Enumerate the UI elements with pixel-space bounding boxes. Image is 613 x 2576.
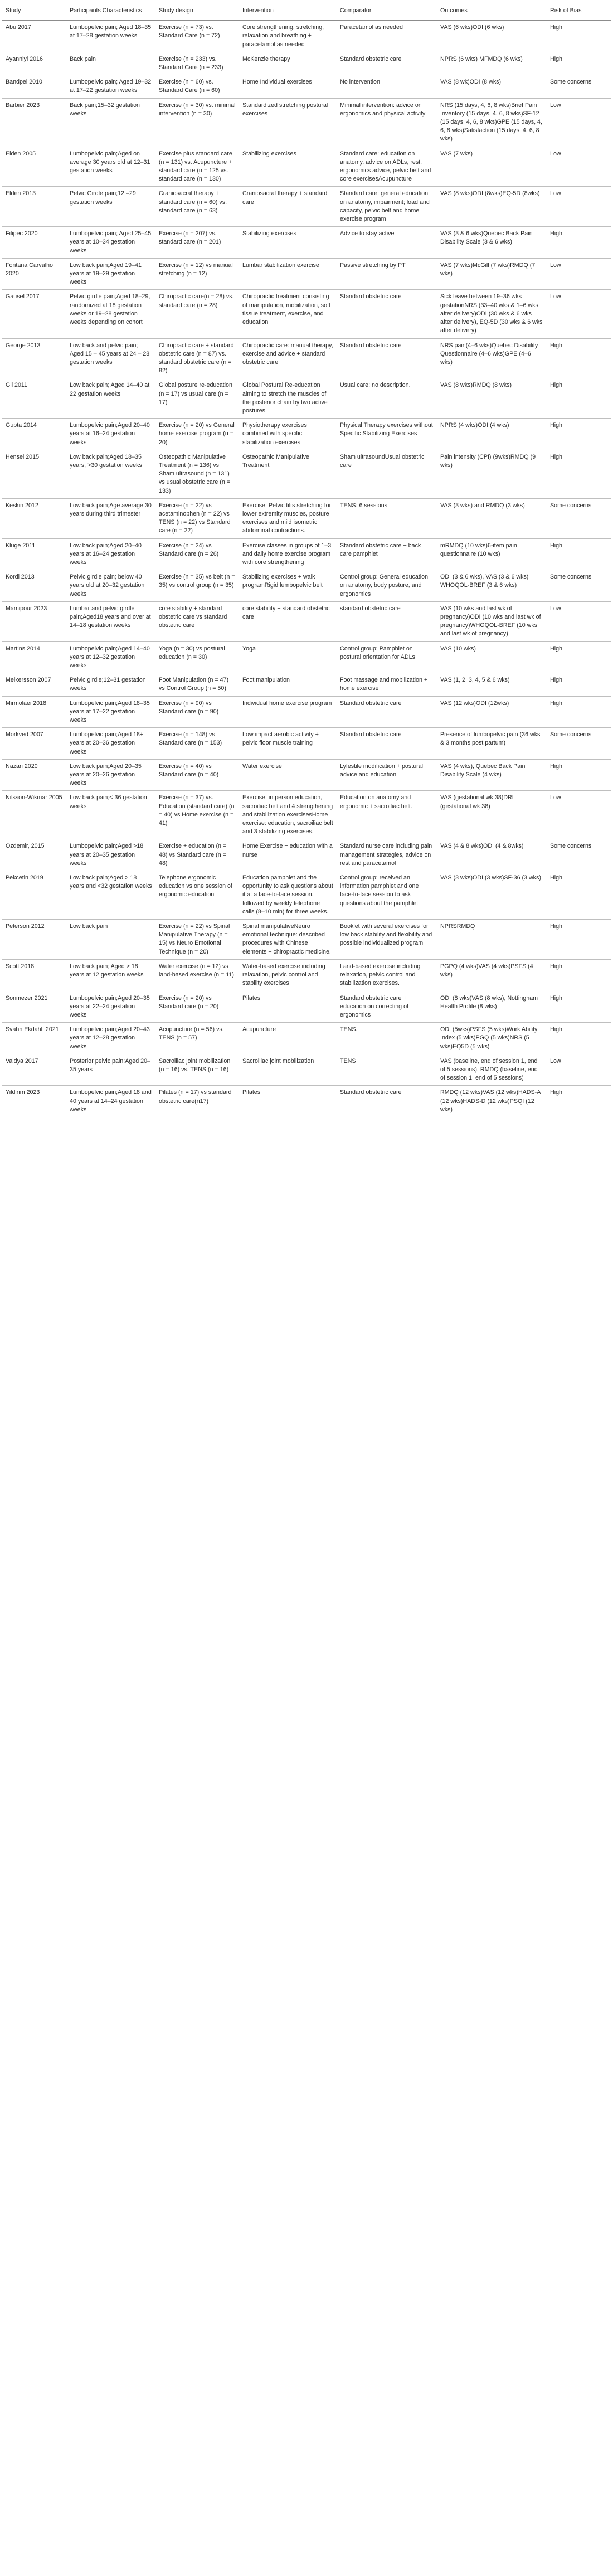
cell-study: Melkersson 2007	[2, 673, 66, 696]
cell-study-design: Foot Manipulation (n = 47) vs Control Group (n = 50)	[155, 673, 239, 696]
table-row	[2, 641, 611, 673]
cell-outcomes: VAS (3 wks) and RMDQ (3 wks)	[437, 498, 547, 538]
header-risk-of-bias: Risk of Bias	[547, 2, 611, 21]
cell-intervention: Water exercise	[239, 759, 337, 791]
cell-outcomes: NPRS (4 wks)ODI (4 wks)	[437, 419, 547, 450]
cell-intervention: Pilates	[239, 1086, 337, 1117]
cell-intervention: Exercise classes in groups of 1–3 and daily home exercise program with core strengthening	[239, 538, 337, 570]
cell-study: Morkved 2007	[2, 728, 66, 760]
cell-risk-of-bias: High	[547, 227, 611, 259]
cell-study-design: Exercise (n = 24) vs Standard care (n = 26)	[155, 538, 239, 570]
cell-comparator: TENS	[337, 1054, 437, 1086]
table-body	[2, 21, 611, 1117]
cell-participants: Pelvic girdle pain;Aged 18–29, randomized at 18 gestation weeks or 19–28 gestation weeks depending on cohort	[66, 290, 155, 338]
cell-study: Yildirim 2023	[2, 1086, 66, 1117]
cell-intervention: Global Postural Re-education aiming to stretch the muscles of the posterior chain by two active postures	[239, 378, 337, 419]
table-row	[2, 450, 611, 498]
cell-risk-of-bias: High	[547, 450, 611, 498]
header-comparator: Comparator	[337, 2, 437, 21]
header-participants: Participants Characteristics	[66, 2, 155, 21]
cell-intervention: Craniosacral therapy + standard care	[239, 187, 337, 227]
cell-study: Svahn Ekdahl, 2021	[2, 1023, 66, 1054]
cell-outcomes: VAS (baseline, end of session 1, end of 5 sessions), RMDQ (baseline, end of session 1, end of 5 sessions)	[437, 1054, 547, 1086]
cell-intervention: Home Exercise + education with a nurse	[239, 839, 337, 871]
cell-study-design: Exercise (n = 60) vs. Standard Care (n = 60)	[155, 75, 239, 98]
cell-intervention: Core strengthening, stretching, relaxation and breathing + paracetamol as needed	[239, 21, 337, 52]
cell-participants: Lumbopelvic pain; Aged 25–45 years at 10–34 gestation weeks	[66, 227, 155, 259]
cell-study-design: Exercise (n = 30) vs. minimal intervention (n = 30)	[155, 98, 239, 147]
cell-study-design: Exercise (n = 90) vs Standard care (n = 90)	[155, 696, 239, 728]
cell-participants: Lumbopelvic pain;Aged 20–35 years at 22–24 gestation weeks	[66, 991, 155, 1023]
cell-study: Keskin 2012	[2, 498, 66, 538]
cell-outcomes: ODI (3 & 6 wks), VAS (3 & 6 wks) WHOQOL-BREF (3 & 6 wks)	[437, 570, 547, 602]
cell-risk-of-bias: High	[547, 52, 611, 75]
table-row	[2, 920, 611, 960]
table-row	[2, 98, 611, 147]
cell-participants: Back pain;15–32 gestation weeks	[66, 98, 155, 147]
table-row	[2, 959, 611, 991]
header-study: Study	[2, 2, 66, 21]
cell-study: Bandpei 2010	[2, 75, 66, 98]
cell-study-design: core stability + standard obstetric care vs standard obstetric care	[155, 601, 239, 641]
cell-intervention: core stability + standard obstetric care	[239, 601, 337, 641]
cell-participants: Lumbar and pelvic girdle pain;Aged18 years and over at 14–18 gestation weeks	[66, 601, 155, 641]
cell-risk-of-bias: Low	[547, 187, 611, 227]
cell-comparator: Standard obstetric care	[337, 290, 437, 338]
cell-intervention: Acupuncture	[239, 1023, 337, 1054]
cell-study: Elden 2005	[2, 147, 66, 187]
cell-participants: Low back pain;Aged 18–35 years, >30 gestation weeks	[66, 450, 155, 498]
cell-study-design: Craniosacral therapy + standard care (n = 60) vs. standard care (n = 63)	[155, 187, 239, 227]
table-row	[2, 673, 611, 696]
cell-comparator: Paracetamol as needed	[337, 21, 437, 52]
cell-risk-of-bias: Some concerns	[547, 75, 611, 98]
cell-study-design: Exercise (n = 207) vs. standard care (n = 201)	[155, 227, 239, 259]
table-row	[2, 1054, 611, 1086]
cell-outcomes: Sick leave between 19–36 wks gestationNRS (33–40 wks & 1–6 wks after delivery)ODI (30 wks & 6 wks after delivery), EQ-5D (30 wks & 6 wks after delivery)	[437, 290, 547, 338]
cell-study: Gupta 2014	[2, 419, 66, 450]
cell-participants: Lumbopelvic pain;Aged 20–40 years at 16–24 gestation weeks	[66, 419, 155, 450]
cell-comparator: Passive stretching by PT	[337, 258, 437, 290]
cell-comparator: Standard obstetric care + back care pamphlet	[337, 538, 437, 570]
table-header	[2, 2, 611, 21]
cell-risk-of-bias: Low	[547, 601, 611, 641]
cell-study-design: Chiropractic care(n = 28) vs. standard care (n = 28)	[155, 290, 239, 338]
cell-risk-of-bias: Some concerns	[547, 728, 611, 760]
cell-participants: Pelvic girdle pain; below 40 years old at 20–32 gestation weeks	[66, 570, 155, 602]
cell-risk-of-bias: Some concerns	[547, 570, 611, 602]
cell-comparator: No intervention	[337, 75, 437, 98]
cell-study: Barbier 2023	[2, 98, 66, 147]
header-intervention: Intervention	[239, 2, 337, 21]
cell-participants: Low back pain;Age average 30 years during third trimester	[66, 498, 155, 538]
table-row	[2, 538, 611, 570]
cell-intervention: Spinal manipulativeNeuro emotional technique: described procedures with Chinese elements + chiropractic medicine.	[239, 920, 337, 960]
cell-comparator: Control group: General education on anatomy, body posture, and ergonomics	[337, 570, 437, 602]
cell-participants: Low back pain; Aged 14–40 at 22 gestation weeks	[66, 378, 155, 419]
cell-study: George 2013	[2, 338, 66, 378]
table-row	[2, 378, 611, 419]
cell-participants: Lumbopelvic pain;Aged on average 30 years old at 12–31 gestation weeks	[66, 147, 155, 187]
cell-study-design: Chiropractic care + standard obstetric care (n = 87) vs. standard obstetric care (n = 82)	[155, 338, 239, 378]
cell-risk-of-bias: High	[547, 338, 611, 378]
cell-participants: Low back pain;< 36 gestation weeks	[66, 791, 155, 839]
cell-risk-of-bias: Some concerns	[547, 839, 611, 871]
cell-intervention: McKenzie therapy	[239, 52, 337, 75]
cell-risk-of-bias: Low	[547, 290, 611, 338]
cell-participants: Lumbopelvic pain; Aged 19–32 at 17–22 gestation weeks	[66, 75, 155, 98]
table-row	[2, 498, 611, 538]
cell-risk-of-bias: Low	[547, 1054, 611, 1086]
cell-intervention: Exercise: in person education, sacroiliac belt and 4 strengthening and stabilization exercisesHome exercise: education, sacroiliac belt and 3 stabilizing exercises.	[239, 791, 337, 839]
cell-study-design: Exercise (n = 35) vs belt (n = 35) vs control group (n = 35)	[155, 570, 239, 602]
cell-participants: Low back pain; Aged > 18 years at 12 gestation weeks	[66, 959, 155, 991]
cell-study-design: Acupuncture (n = 56) vs. TENS (n = 57)	[155, 1023, 239, 1054]
cell-intervention: Sacroiliac joint mobilization	[239, 1054, 337, 1086]
cell-intervention: Foot manipulation	[239, 673, 337, 696]
cell-intervention: Low impact aerobic activity + pelvic floor muscle training	[239, 728, 337, 760]
cell-participants: Low back pain;Aged 19–41 years at 19–29 gestation weeks	[66, 258, 155, 290]
cell-study: Nazari 2020	[2, 759, 66, 791]
header-row	[2, 2, 611, 21]
cell-intervention: Stabilizing exercises	[239, 147, 337, 187]
cell-study-design: Sacroiliac joint mobilization (n = 16) vs. TENS (n = 16)	[155, 1054, 239, 1086]
cell-outcomes: VAS (7 wks)McGill (7 wks)RMDQ (7 wks)	[437, 258, 547, 290]
cell-comparator: Booklet with several exercises for low back stability and flexibility and possible individualized program	[337, 920, 437, 960]
cell-intervention: Standardized stretching postural exercises	[239, 98, 337, 147]
cell-study-design: Exercise (n = 37) vs. Education (standard care) (n = 40) vs Home exercise (n = 41)	[155, 791, 239, 839]
cell-risk-of-bias: High	[547, 991, 611, 1023]
cell-study: Kluge 2011	[2, 538, 66, 570]
cell-comparator: Standard obstetric care	[337, 338, 437, 378]
cell-risk-of-bias: High	[547, 378, 611, 419]
header-outcomes: Outcomes	[437, 2, 547, 21]
cell-study: Mamipour 2023	[2, 601, 66, 641]
table-row	[2, 258, 611, 290]
cell-participants: Lumbopelvic pain;Aged 18–35 years at 17–22 gestation weeks	[66, 696, 155, 728]
cell-participants: Lumbopelvic pain;Aged 20–43 years at 12–28 gestation weeks	[66, 1023, 155, 1054]
cell-risk-of-bias: Some concerns	[547, 498, 611, 538]
cell-comparator: Land-based exercise including relaxation, pelvic control and stabilization exercises.	[337, 959, 437, 991]
cell-comparator: Standard obstetric care	[337, 1086, 437, 1117]
cell-participants: Lumbopelvic pain;Aged >18 years at 20–35 gestation weeks	[66, 839, 155, 871]
cell-study-design: Exercise plus standard care (n = 131) vs. Acupuncture + standard care (n = 125 vs. standard care (n = 130)	[155, 147, 239, 187]
cell-comparator: Standard obstetric care	[337, 728, 437, 760]
cell-intervention: Home Individual exercises	[239, 75, 337, 98]
table-row	[2, 338, 611, 378]
cell-study: Fontana Carvalho 2020	[2, 258, 66, 290]
cell-intervention: Stabilizing exercises	[239, 227, 337, 259]
table-row	[2, 601, 611, 641]
cell-outcomes: VAS (3 & 6 wks)Quebec Back Pain Disability Scale (3 & 6 wks)	[437, 227, 547, 259]
cell-outcomes: VAS (12 wks)ODI (12wks)	[437, 696, 547, 728]
cell-comparator: Physical Therapy exercises without Specific Stabilizing Exercises	[337, 419, 437, 450]
table-row	[2, 147, 611, 187]
cell-outcomes: mRMDQ (10 wks)6-item pain questionnaire (10 wks)	[437, 538, 547, 570]
cell-study: Ayanniyi 2016	[2, 52, 66, 75]
cell-outcomes: NPRS (6 wks) MFMDQ (6 wks)	[437, 52, 547, 75]
cell-participants: Low back pain;Aged 20–35 years at 20–26 gestation weeks	[66, 759, 155, 791]
cell-comparator: Education on anatomy and ergonomic + sacroiliac belt.	[337, 791, 437, 839]
cell-risk-of-bias: Low	[547, 147, 611, 187]
cell-outcomes: ODI (5wks)PSFS (5 wks)Work Ability Index (5 wks)PGQ (5 wks)NRS (5 wks)EQ5D (5 wks)	[437, 1023, 547, 1054]
cell-intervention: Yoga	[239, 641, 337, 673]
cell-study: Gausel 2017	[2, 290, 66, 338]
cell-outcomes: VAS (4 & 8 wks)ODI (4 & 8wks)	[437, 839, 547, 871]
cell-study: Nilsson-Wikmar 2005	[2, 791, 66, 839]
cell-outcomes: VAS (10 wks and last wk of pregnancy)ODI (10 wks and last wk of pregnancy)WHOQOL-BREF (10 wks and last wk of pregnancy)	[437, 601, 547, 641]
table-row	[2, 1023, 611, 1054]
cell-study: Kordi 2013	[2, 570, 66, 602]
cell-study: Ozdemir, 2015	[2, 839, 66, 871]
cell-participants: Lumbopelvic pain;Aged 14–40 years at 12–32 gestation weeks	[66, 641, 155, 673]
cell-study: Gil 2011	[2, 378, 66, 419]
cell-intervention: Physiotherapy exercises combined with specific stabilization exercises	[239, 419, 337, 450]
table-row	[2, 419, 611, 450]
cell-comparator: Standard obstetric care	[337, 52, 437, 75]
cell-outcomes: NRS (15 days, 4, 6, 8 wks)Brief Pain Inventory (15 days, 4, 6, 8 wks)SF-12 (15 days, 4, 6, 8 wks)GPE (15 days, 4, 6, 8 wks)Satisfaction (15 days, 4, 6, 8 wks)	[437, 98, 547, 147]
table-row	[2, 696, 611, 728]
cell-study: Martins 2014	[2, 641, 66, 673]
cell-study-design: Exercise (n = 20) vs General home exercise program (n = 20)	[155, 419, 239, 450]
cell-comparator: Advice to stay active	[337, 227, 437, 259]
cell-intervention: Water-based exercise including relaxation, pelvic control and stability exercises	[239, 959, 337, 991]
table-row	[2, 227, 611, 259]
cell-comparator: Control group: Pamphlet on postural orientation for ADLs	[337, 641, 437, 673]
table-row	[2, 991, 611, 1023]
cell-study-design: Exercise + education (n = 48) vs Standard care (n = 48)	[155, 839, 239, 871]
cell-risk-of-bias: Low	[547, 791, 611, 839]
cell-participants: Low back pain;Aged > 18 years and <32 gestation weeks	[66, 871, 155, 920]
cell-risk-of-bias: High	[547, 959, 611, 991]
table-row	[2, 728, 611, 760]
cell-study: Hensel 2015	[2, 450, 66, 498]
cell-study-design: Yoga (n = 30) vs postural education (n = 30)	[155, 641, 239, 673]
cell-comparator: Usual care: no description.	[337, 378, 437, 419]
table-row	[2, 570, 611, 602]
cell-study-design: Osteopathic Manipulative Treatment (n = 136) vs Sham ultrasound (n = 131) vs usual obstetric care (n = 133)	[155, 450, 239, 498]
cell-comparator: Standard obstetric care + education on correcting of ergonomics	[337, 991, 437, 1023]
cell-study: Pekcetin 2019	[2, 871, 66, 920]
cell-comparator: TENS: 6 sessions	[337, 498, 437, 538]
cell-participants: Low back pain	[66, 920, 155, 960]
cell-study-design: Exercise (n = 233) vs. Standard Care (n = 233)	[155, 52, 239, 75]
cell-outcomes: VAS (4 wks), Quebec Back Pain Disability Scale (4 wks)	[437, 759, 547, 791]
cell-intervention: Stabilizing exercises + walk programRigid lumbopelvic belt	[239, 570, 337, 602]
cell-comparator: Standard nurse care including pain management strategies, advice on rest and paracetamol	[337, 839, 437, 871]
cell-outcomes: RMDQ (12 wks)VAS (12 wks)HADS-A (12 wks)HADS-D (12 wks)PSQI (12 wks)	[437, 1086, 547, 1117]
cell-risk-of-bias: High	[547, 696, 611, 728]
cell-risk-of-bias: High	[547, 759, 611, 791]
table-row	[2, 52, 611, 75]
cell-study-design: Exercise (n = 148) vs Standard care (n = 153)	[155, 728, 239, 760]
cell-comparator: Standard obstetric care	[337, 696, 437, 728]
cell-study-design: Exercise (n = 73) vs. Standard Care (n = 72)	[155, 21, 239, 52]
cell-study-design: Exercise (n = 22) vs acetaminophen (n = 22) vs TENS (n = 22) vs Standard care (n = 22)	[155, 498, 239, 538]
cell-study: Mirmolaei 2018	[2, 696, 66, 728]
cell-intervention: Individual home exercise program	[239, 696, 337, 728]
cell-outcomes: VAS (8 wk)ODI (8 wks)	[437, 75, 547, 98]
cell-intervention: Chiropractic care: manual therapy, exercise and advice + standard obstetric care	[239, 338, 337, 378]
cell-study-design: Exercise (n = 40) vs Standard care (n = 40)	[155, 759, 239, 791]
table-row	[2, 1086, 611, 1117]
cell-outcomes: Pain intensity (CPI) (9wks)RMDQ (9 wks)	[437, 450, 547, 498]
table-row	[2, 839, 611, 871]
cell-comparator: Foot massage and mobilization + home exercise	[337, 673, 437, 696]
cell-outcomes: ODI (8 wks)VAS (8 wks), Nottingham Health Profile (8 wks)	[437, 991, 547, 1023]
table-row	[2, 791, 611, 839]
cell-study: Peterson 2012	[2, 920, 66, 960]
cell-intervention: Exercise: Pelvic tilts stretching for lower extremity muscles, posture exercises and mild isometric abdominal contractions.	[239, 498, 337, 538]
cell-outcomes: NPRSRMDQ	[437, 920, 547, 960]
cell-risk-of-bias: High	[547, 21, 611, 52]
cell-outcomes: NRS pain(4–6 wks)Quebec Disability Questionnaire (4–6 wks)GPE (4–6 wks)	[437, 338, 547, 378]
cell-risk-of-bias: High	[547, 920, 611, 960]
cell-comparator: Minimal intervention: advice on ergonomics and physical activity	[337, 98, 437, 147]
cell-study-design: Water exercise (n = 12) vs land-based exercise (n = 11)	[155, 959, 239, 991]
cell-risk-of-bias: High	[547, 641, 611, 673]
cell-outcomes: VAS (8 wks)RMDQ (8 wks)	[437, 378, 547, 419]
cell-participants: Low back pain;Aged 20–40 years at 16–24 gestation weeks	[66, 538, 155, 570]
cell-outcomes: VAS (8 wks)ODI (8wks)EQ-5D (8wks)	[437, 187, 547, 227]
cell-study-design: Exercise (n = 22) vs Spinal Manipulative Therapy (n = 15) vs Neuro Emotional Technique (n = 20)	[155, 920, 239, 960]
cell-study-design: Telephone ergonomic education vs one session of ergonomic education	[155, 871, 239, 920]
cell-outcomes: PGPQ (4 wks)VAS (4 wks)PSFS (4 wks)	[437, 959, 547, 991]
cell-study-design: Exercise (n = 12) vs manual stretching (n = 12)	[155, 258, 239, 290]
header-study-design: Study design	[155, 2, 239, 21]
cell-risk-of-bias: High	[547, 419, 611, 450]
cell-outcomes: VAS (1, 2, 3, 4, 5 & 6 wks)	[437, 673, 547, 696]
cell-study: Vaidya 2017	[2, 1054, 66, 1086]
cell-outcomes: VAS (7 wks)	[437, 147, 547, 187]
cell-outcomes: VAS (10 wks)	[437, 641, 547, 673]
table-row	[2, 871, 611, 920]
table-row	[2, 290, 611, 338]
cell-intervention: Pilates	[239, 991, 337, 1023]
cell-comparator: Lyfestile modification + postural advice and education	[337, 759, 437, 791]
cell-risk-of-bias: High	[547, 1023, 611, 1054]
cell-participants: Pelvic girdle;12–31 gestation weeks	[66, 673, 155, 696]
cell-comparator: Standard care: general education on anatomy, impairment; load and capacity, pelvic belt and home exercise program	[337, 187, 437, 227]
table-row	[2, 187, 611, 227]
cell-risk-of-bias: Low	[547, 258, 611, 290]
cell-study: Scott 2018	[2, 959, 66, 991]
cell-intervention: Lumbar stabilization exercise	[239, 258, 337, 290]
cell-study-design: Global posture re-education (n = 17) vs usual care (n = 17)	[155, 378, 239, 419]
cell-outcomes: VAS (gestational wk 38)DRI (gestational wk 38)	[437, 791, 547, 839]
cell-participants: Back pain	[66, 52, 155, 75]
cell-risk-of-bias: Low	[547, 98, 611, 147]
cell-outcomes: VAS (3 wks)ODI (3 wks)SF-36 (3 wks)	[437, 871, 547, 920]
cell-study: Filipec 2020	[2, 227, 66, 259]
cell-intervention: Education pamphlet and the opportunity to ask questions about it at a face-to-face session, followed by weekly telephone calls (8–10 min) for three weeks.	[239, 871, 337, 920]
cell-study: Abu 2017	[2, 21, 66, 52]
cell-participants: Lumbopelvic pain;Aged 18 and 40 years at 14–24 gestation weeks	[66, 1086, 155, 1117]
cell-outcomes: VAS (6 wks)ODI (6 wks)	[437, 21, 547, 52]
cell-comparator: Standard care: education on anatomy, advice on ADLs, rest, ergonomics advice, pelvic belt and core exercisesAcupuncture	[337, 147, 437, 187]
cell-comparator: TENS.	[337, 1023, 437, 1054]
cell-intervention: Chiropractic treatment consisting of manipulation, mobilization, soft tissue treatment, exercise, and education	[239, 290, 337, 338]
cell-participants: Posterior pelvic pain;Aged 20–35 years	[66, 1054, 155, 1086]
cell-study-design: Pilates (n = 17) vs standard obstetric care(n17)	[155, 1086, 239, 1117]
cell-comparator: Control group: received an information pamphlet and one face-to-face session to ask questions about the pamphlet	[337, 871, 437, 920]
cell-outcomes: Presence of lumbopelvic pain (36 wks & 3 months post partum)	[437, 728, 547, 760]
table-row	[2, 75, 611, 98]
cell-participants: Pelvic Girdle pain;12 –29 gestation weeks	[66, 187, 155, 227]
cell-study: Sonmezer 2021	[2, 991, 66, 1023]
cell-risk-of-bias: High	[547, 673, 611, 696]
studies-table	[2, 2, 611, 1117]
cell-study-design: Exercise (n = 20) vs Standard care (n = 20)	[155, 991, 239, 1023]
cell-study: Elden 2013	[2, 187, 66, 227]
table-row	[2, 759, 611, 791]
cell-comparator: standard obstetric care	[337, 601, 437, 641]
table-row	[2, 21, 611, 52]
cell-risk-of-bias: High	[547, 871, 611, 920]
cell-comparator: Sham ultrasoundUsual obstetric care	[337, 450, 437, 498]
cell-participants: Low back and pelvic pain; Aged 15 – 45 years at 24 – 28 gestation weeks	[66, 338, 155, 378]
cell-participants: Lumbopelvic pain;Aged 18+ years at 20–36 gestation weeks	[66, 728, 155, 760]
cell-risk-of-bias: High	[547, 1086, 611, 1117]
cell-participants: Lumbopelvic pain; Aged 18–35 at 17–28 gestation weeks	[66, 21, 155, 52]
cell-intervention: Osteopathic Manipulative Treatment	[239, 450, 337, 498]
cell-risk-of-bias: High	[547, 538, 611, 570]
